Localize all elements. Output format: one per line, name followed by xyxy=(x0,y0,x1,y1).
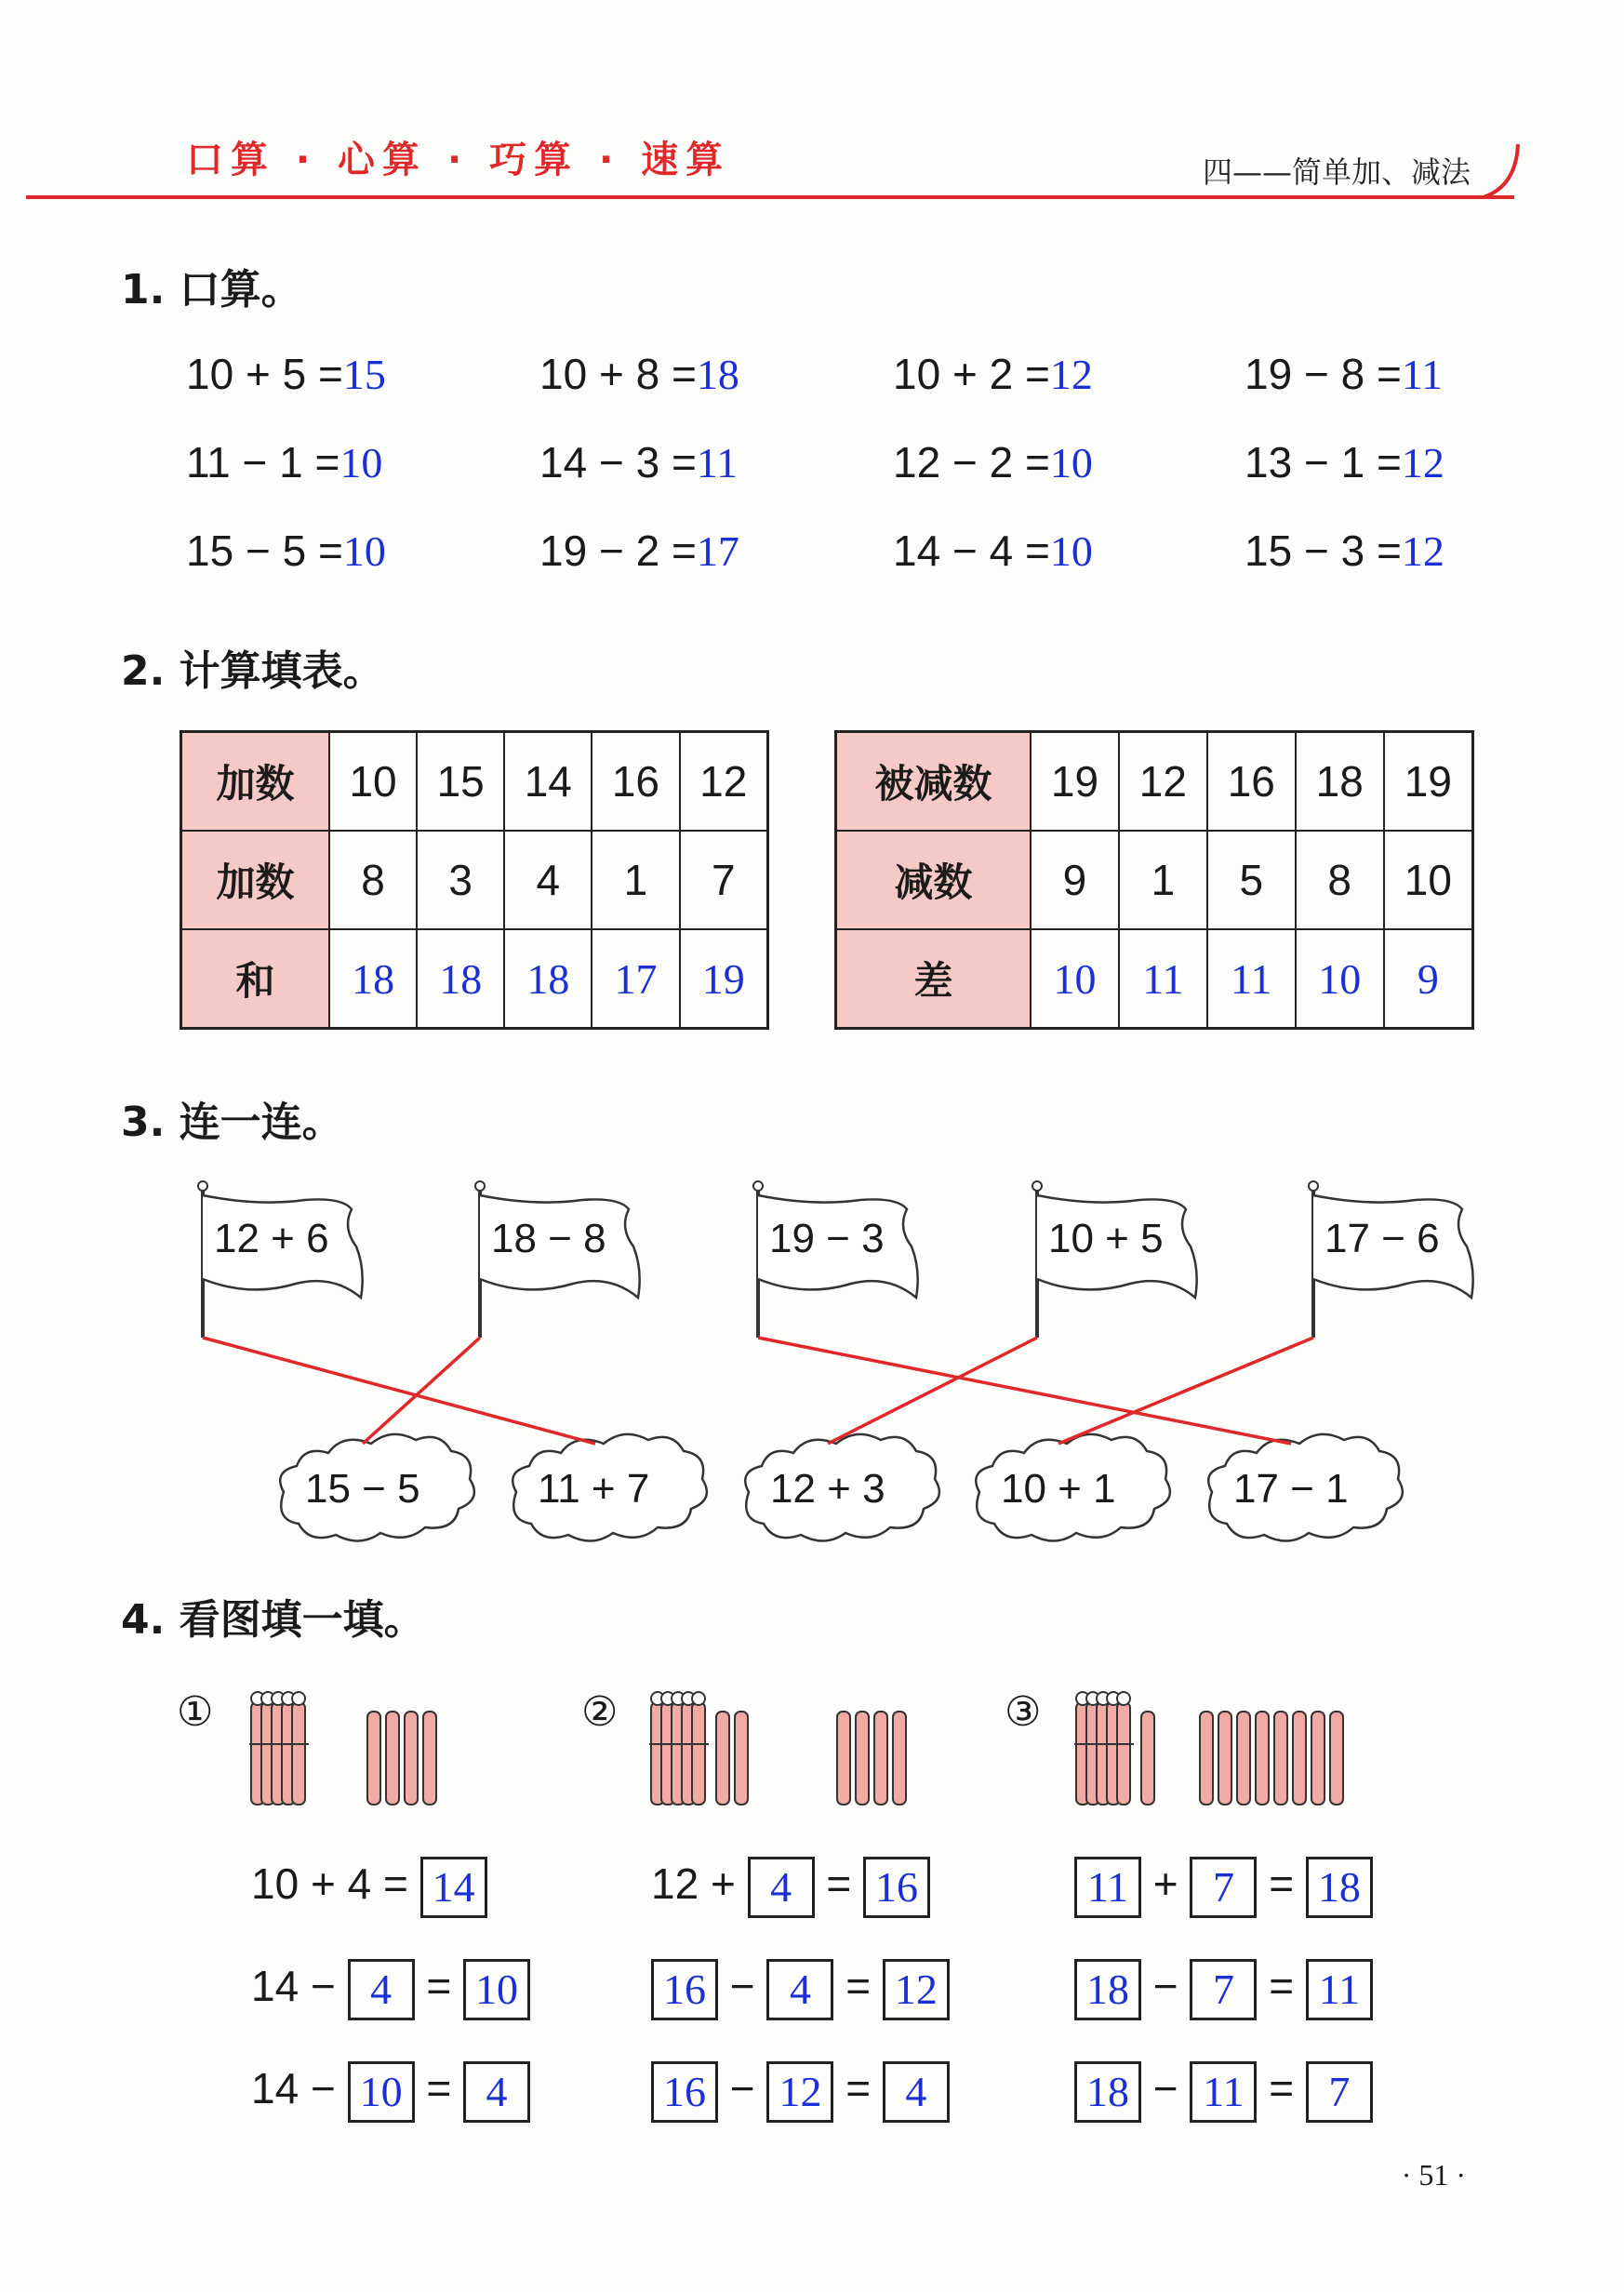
answer-text: 10 xyxy=(1049,527,1093,575)
answer-box: 12 xyxy=(766,2061,833,2123)
answer-cell: 11 xyxy=(1119,929,1207,1029)
match-line xyxy=(203,1338,595,1444)
table-cell: 8 xyxy=(329,831,417,929)
item-marker: ③ xyxy=(1005,1688,1042,1736)
equation-text: + xyxy=(1141,1859,1191,1908)
equation-text: = xyxy=(833,1962,883,2010)
answer-cell: 18 xyxy=(504,929,592,1029)
flag-label: 18 − 8 xyxy=(491,1216,606,1261)
counting-stick xyxy=(692,1702,705,1805)
equation-text: 19 − 2 = xyxy=(539,526,697,575)
counting-stick xyxy=(292,1702,305,1805)
counting-stick xyxy=(423,1712,436,1805)
answer-text: 12 xyxy=(1401,439,1444,486)
flag-label: 19 − 3 xyxy=(769,1216,885,1261)
section-4-title: 4. 看图填一填。 xyxy=(121,1596,425,1644)
answer-box: 7 xyxy=(1190,1857,1257,1918)
counting-stick xyxy=(405,1712,418,1805)
equation-text: = xyxy=(833,2064,883,2112)
answer-box: 14 xyxy=(420,1857,487,1918)
equation-text: 14 − xyxy=(251,2064,348,2112)
equation-text: 11 − 1 = xyxy=(186,438,340,486)
fill-in-equation xyxy=(651,1846,930,1921)
equation-text: − xyxy=(718,2064,767,2112)
counting-stick xyxy=(735,1712,748,1805)
fill-in-equation xyxy=(251,1949,530,2023)
answer-text: 11 xyxy=(696,439,739,486)
flag-pole-knob xyxy=(1309,1181,1318,1191)
equation-text: 12 − 2 = xyxy=(893,438,1050,486)
equation-text: = xyxy=(1257,1859,1306,1908)
table-cell: 12 xyxy=(1119,732,1207,832)
section-1-title: 1. 口算。 xyxy=(121,266,302,313)
table-cell: 3 xyxy=(417,831,504,929)
answer-box: 16 xyxy=(651,1959,718,2020)
flag-pole-knob xyxy=(198,1181,207,1191)
item-marker: ② xyxy=(581,1688,619,1736)
fill-in-equation xyxy=(251,2051,530,2125)
answer-text: 12 xyxy=(1049,351,1093,398)
match-line xyxy=(828,1338,1037,1444)
equation-text: − xyxy=(1141,2064,1191,2112)
match-line xyxy=(1058,1338,1313,1444)
answer-cell: 9 xyxy=(1384,929,1473,1029)
equation-text: = xyxy=(1257,1962,1306,2010)
table-cell: 10 xyxy=(329,732,417,832)
row-label-minuend: 被减数 xyxy=(836,732,1032,832)
table-cell: 16 xyxy=(592,732,679,832)
equation-text: − xyxy=(1141,1962,1191,2010)
counting-stick xyxy=(1311,1712,1324,1805)
counting-stick xyxy=(367,1712,380,1805)
answer-text: 10 xyxy=(1049,439,1093,486)
answer-box: 4 xyxy=(883,2061,950,2123)
counting-stick xyxy=(1117,1702,1130,1805)
table-cell: 12 xyxy=(680,732,768,832)
answer-box: 18 xyxy=(1074,1959,1141,2020)
answer-box: 4 xyxy=(348,1959,415,2020)
row-label-subtrahend: 减数 xyxy=(836,831,1032,929)
table-cell: 10 xyxy=(1384,831,1473,929)
table-cell: 4 xyxy=(504,831,592,929)
answer-text: 17 xyxy=(696,527,739,575)
answer-text: 10 xyxy=(342,527,386,575)
answer-box: 11 xyxy=(1190,2061,1257,2123)
fill-in-equation xyxy=(251,1846,487,1921)
equation-text: 10 + 4 = xyxy=(251,1859,420,1908)
counting-stick xyxy=(1293,1712,1306,1805)
equation-text: 14 − xyxy=(251,1962,348,2010)
row-label-difference: 差 xyxy=(836,929,1032,1029)
item-marker: ① xyxy=(177,1688,214,1736)
equation-text: 15 − 5 = xyxy=(186,526,343,575)
counting-stick xyxy=(1274,1712,1287,1805)
answer-cell: 19 xyxy=(680,929,768,1029)
page-number: · 51 · xyxy=(1401,2158,1466,2192)
answer-text: 12 xyxy=(1401,527,1444,575)
fill-in-equation xyxy=(1074,1949,1373,2023)
header-title: 口算 · 心算 · 巧算 · 速算 xyxy=(186,139,731,181)
row-label-addend: 加数 xyxy=(181,831,330,929)
equation-text: − xyxy=(718,1962,767,2010)
answer-box: 18 xyxy=(1074,2061,1141,2123)
cloud-label: 17 − 1 xyxy=(1233,1466,1349,1512)
table-cell: 15 xyxy=(417,732,504,832)
equation-text: = xyxy=(414,1962,464,2010)
answer-text: 11 xyxy=(1401,351,1444,398)
counting-stick xyxy=(1218,1712,1231,1805)
fill-in-equation xyxy=(651,1949,950,2023)
match-line xyxy=(758,1338,1291,1444)
counting-stick xyxy=(837,1712,850,1805)
answer-box: 4 xyxy=(766,1959,833,2020)
equation-text: 14 − 3 = xyxy=(539,438,697,486)
table-cell: 18 xyxy=(1296,732,1384,832)
answer-cell: 18 xyxy=(329,929,417,1029)
table-cell: 7 xyxy=(680,831,768,929)
counting-stick xyxy=(1141,1712,1154,1805)
section-2-title: 2. 计算填表。 xyxy=(121,647,384,695)
equation-text: = xyxy=(814,1859,864,1908)
table-cell: 5 xyxy=(1207,831,1296,929)
flag-pole-knob xyxy=(753,1181,763,1191)
row-label-sum: 和 xyxy=(181,929,330,1029)
flag-label: 17 − 6 xyxy=(1324,1216,1440,1261)
cloud-label: 11 + 7 xyxy=(538,1466,650,1512)
counting-stick xyxy=(856,1712,869,1805)
equation-text: 10 + 8 = xyxy=(539,350,697,398)
stick-end xyxy=(1117,1692,1130,1705)
cloud-label: 15 − 5 xyxy=(305,1466,420,1512)
match-line xyxy=(363,1338,480,1444)
table-cell: 16 xyxy=(1207,732,1296,832)
answer-box: 12 xyxy=(883,1959,950,2020)
answer-cell: 10 xyxy=(1296,929,1384,1029)
counting-stick xyxy=(386,1712,399,1805)
chapter-title: 四——简单加、减法 xyxy=(1202,154,1471,190)
equation-text: 12 + xyxy=(651,1859,748,1908)
counting-stick xyxy=(1256,1712,1269,1805)
fill-in-equation xyxy=(1074,1846,1373,1921)
row-label-addend: 加数 xyxy=(181,732,330,832)
equation-text: 15 − 3 = xyxy=(1245,526,1402,575)
answer-box: 4 xyxy=(463,2061,530,2123)
answer-box: 10 xyxy=(348,2061,415,2123)
fill-in-equation xyxy=(651,2051,950,2125)
answer-box: 10 xyxy=(463,1959,530,2020)
equation-text: 10 + 2 = xyxy=(893,350,1050,398)
table-cell: 8 xyxy=(1296,831,1384,929)
answer-cell: 10 xyxy=(1031,929,1119,1029)
counting-stick xyxy=(874,1712,887,1805)
counting-stick xyxy=(1330,1712,1343,1805)
counting-stick xyxy=(1237,1712,1250,1805)
answer-cell: 17 xyxy=(592,929,679,1029)
table-cell: 9 xyxy=(1031,831,1119,929)
answer-box: 4 xyxy=(748,1857,815,1918)
cloud-label: 10 + 1 xyxy=(1001,1466,1116,1512)
equation-text: = xyxy=(414,2064,464,2112)
equation-text: 14 − 4 = xyxy=(893,526,1050,575)
stick-end xyxy=(292,1692,305,1705)
flag-label: 12 + 6 xyxy=(214,1216,329,1261)
answer-box: 11 xyxy=(1074,1857,1141,1918)
answer-box: 16 xyxy=(863,1857,930,1918)
answer-box: 7 xyxy=(1190,1959,1257,2020)
answer-box: 18 xyxy=(1306,1857,1373,1918)
counting-stick xyxy=(716,1712,729,1805)
answer-box: 11 xyxy=(1306,1959,1373,2020)
flag-label: 10 + 5 xyxy=(1048,1216,1164,1261)
counting-stick xyxy=(893,1712,906,1805)
table-cell: 19 xyxy=(1384,732,1473,832)
table-cell: 19 xyxy=(1031,732,1119,832)
stick-end xyxy=(692,1692,705,1705)
equation-text: = xyxy=(1257,2064,1306,2112)
equation-text: 19 − 8 = xyxy=(1245,350,1402,398)
section-3-title: 3. 连一连。 xyxy=(121,1099,343,1146)
answer-box: 16 xyxy=(651,2061,718,2123)
answer-text: 18 xyxy=(696,351,739,398)
table-cell: 1 xyxy=(1119,831,1207,929)
equation-text: 10 + 5 = xyxy=(186,350,343,398)
stick-bundles-illustration xyxy=(0,1674,1624,1823)
flag-pole-knob xyxy=(475,1181,485,1191)
answer-text: 15 xyxy=(342,351,386,398)
equation-text: 13 − 1 = xyxy=(1245,438,1402,486)
counting-stick xyxy=(1200,1712,1213,1805)
answer-box: 7 xyxy=(1306,2061,1373,2123)
flag-pole-knob xyxy=(1032,1181,1042,1191)
table-cell: 1 xyxy=(592,831,679,929)
cloud-label: 12 + 3 xyxy=(770,1466,885,1512)
table-cell: 14 xyxy=(504,732,592,832)
answer-text: 10 xyxy=(339,439,383,486)
answer-cell: 11 xyxy=(1207,929,1296,1029)
answer-cell: 18 xyxy=(417,929,504,1029)
fill-in-equation xyxy=(1074,2051,1373,2125)
